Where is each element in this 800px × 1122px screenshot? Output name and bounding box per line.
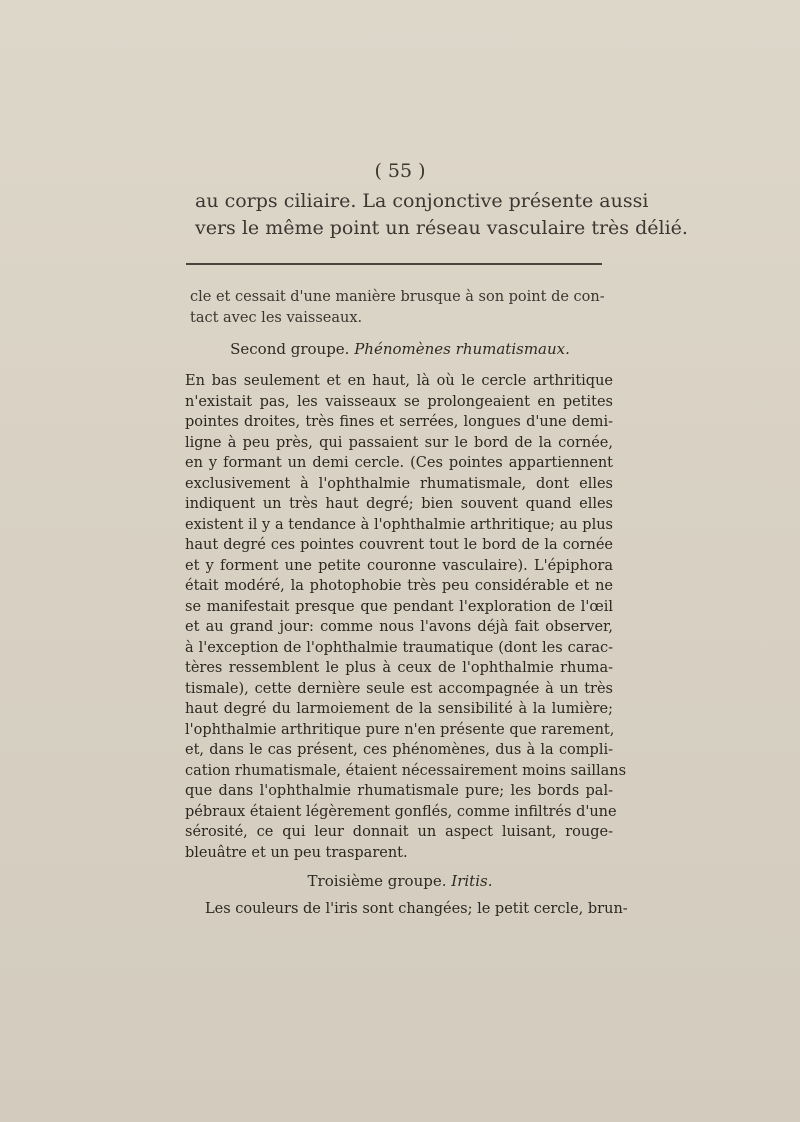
page-number: ( 55 ) (374, 160, 426, 182)
top-paragraph (195, 188, 688, 242)
text-line: tères ressemblent le plus à ceux de l'ophthalmie rhuma- (185, 660, 613, 676)
second-group-heading (0, 340, 800, 358)
text-line: et, dans le cas présent, ces phénomènes, dus à la compli- (185, 742, 613, 758)
text-line: existent il y a tendance à l'ophthalmie arthritique; au plus (185, 516, 613, 533)
final-text-line: Les couleurs de l'iris sont changées; le petit cercle, brun- (205, 901, 628, 917)
text-line: pointes droites, très fines et serrées, longues d'une demi- (185, 414, 613, 430)
text-line: exclusivement à l'ophthalmie rhumatismale, dont elles (185, 475, 613, 492)
text-line: haut degré ces pointes couvrent tout le bord de la cornée (185, 537, 613, 553)
text-line: était modéré, la photophobie très peu considérable et ne (185, 578, 613, 594)
third-group-title: Iritis. (451, 872, 493, 890)
text-line: au corps ciliaire. La conjonctive présente aussi (195, 190, 649, 212)
third-group-heading (0, 872, 800, 890)
text-line: en y formant un demi cercle. (Ces pointes appartiennent (185, 455, 613, 471)
text-line: bleuâtre et un peu trasparent. (185, 844, 408, 861)
text-line: vers le même point un réseau vasculaire très délié. (195, 217, 688, 239)
text-line: En bas seulement et en haut, là où le cercle arthritique (185, 373, 613, 389)
text-line: à l'exception de l'ophthalmie traumatique (dont les carac- (185, 639, 613, 656)
text-line: et au grand jour: comme nous l'avons déjà fait observer, (185, 619, 613, 635)
separator-rule (186, 263, 602, 265)
text-line: que dans l'ophthalmie rhumatismale pure; les bords pal- (185, 783, 613, 799)
text-line: tact avec les vaisseaux. (190, 310, 363, 326)
continuation-paragraph (190, 287, 610, 329)
text-line: sérosité, ce qui leur donnait un aspect luisant, rouge- (185, 824, 613, 840)
third-group-label: Troisième groupe. (307, 872, 447, 890)
text-line: pébraux étaient légèrement gonflés, comme infiltrés d'une (185, 803, 617, 820)
text-line: haut degré du larmoiement de la sensibilité à la lumière; (185, 701, 613, 717)
text-line: tismale), cette dernière seule est accompagnée à un très (185, 680, 613, 697)
main-paragraph (185, 371, 627, 863)
text-line: cle et cessait d'une manière brusque à son point de con- (190, 289, 605, 305)
text-line: ligne à peu près, qui passaient sur le bord de la cornée, (185, 434, 613, 451)
text-line: indiquent un très haut degré; bien souvent quand elles (185, 496, 613, 512)
text-line: l'ophthalmie arthritique pure n'en présente que rarement, (185, 721, 615, 738)
text-line: cation rhumatismale, étaient nécessairement moins saillans (185, 762, 627, 779)
text-line: et y forment une petite couronne vasculaire). L'épiphora (185, 557, 613, 574)
text-line: se manifestait presque que pendant l'exploration de l'œil (185, 598, 613, 615)
second-group-title: Phénomènes rhumatismaux. (354, 340, 570, 358)
second-group-label: Second groupe. (230, 340, 350, 358)
text-line: n'existait pas, les vaisseaux se prolongeaient en petites (185, 393, 613, 410)
